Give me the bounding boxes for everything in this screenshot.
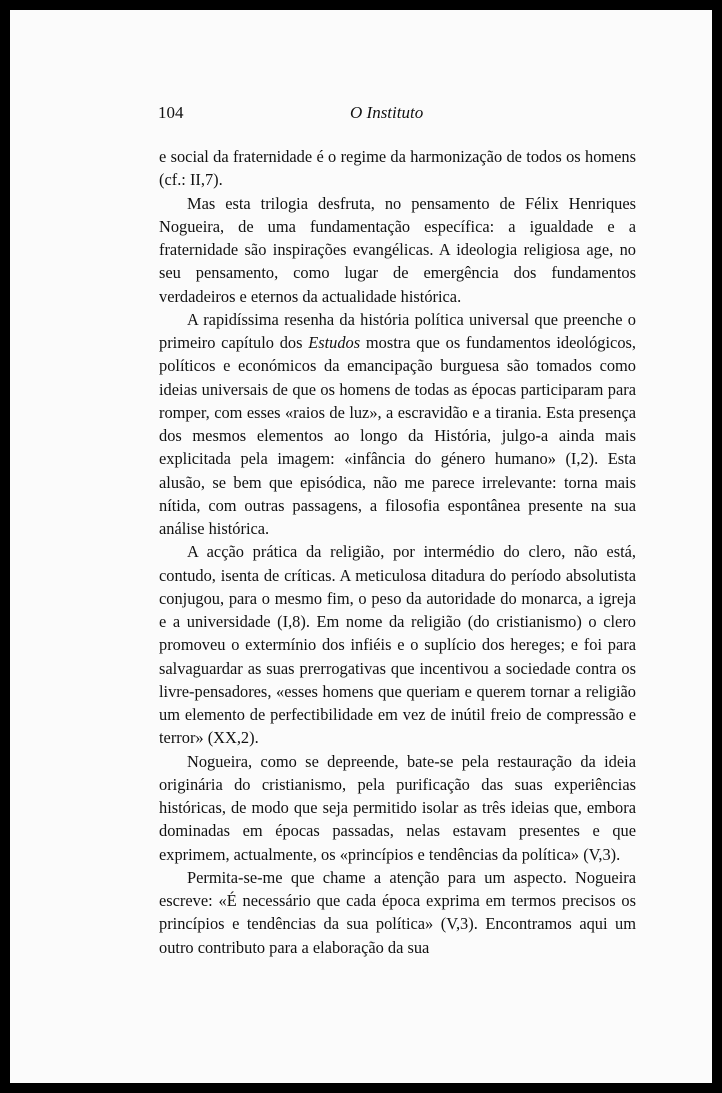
- paragraph-3: [159, 308, 636, 541]
- paragraph-1: e social da fraternidade é o regime da harmonização de todos os homens (cf.: II,7).: [159, 147, 636, 190]
- book-title-estudos: Estudos: [308, 333, 361, 352]
- running-head: O Instituto: [350, 103, 424, 122]
- page-header: [158, 103, 640, 129]
- paragraph-5: Nogueira, como se depreende, bate-se pela restauração da ideia originária do cristianismo, pela purificação das suas experiências históricas, de modo que seja permitido isolar as três ideias que, embora dominadas em épocas passadas, nelas estavam presentes e que exprimem, actualmente, os «princípios e tendências da política» (V,3).: [159, 751, 636, 864]
- body-text: [159, 145, 636, 959]
- page-number: 104: [158, 103, 184, 122]
- paragraph-3-before-title: A rapidíssima resenha da história política universal que preenche o primeiro capítulo dos: [159, 309, 636, 352]
- page: [10, 10, 712, 1083]
- paragraph-6: Permita-se-me que chame a atenção para um aspecto. Nogueira escreve: «É necessário que cada época exprima em termos precisos os princípios e tendências da sua política» (V,3). Encontramos aqui um outro contributo para a elaboração da sua: [159, 867, 636, 957]
- paragraph-3-after-title: mostra que os fundamentos ideológicos, políticos e económicos da emancipação burguesa são tomados como ideias universais de que os homens de todas as épocas participaram para romper, com esses «raios de luz», a escravidão e a tirania. Esta presença dos mesmos elementos ao longo da História, julgo-a ainda mais explicitada pela imagem: «infância do género humano» (I,2). Esta alusão, se bem que episódica, não me parece irrelevante: torna mais nítida, com outras passagens, a filosofia espontânea presente na sua análise histórica.: [159, 333, 636, 538]
- paragraph-2: Mas esta trilogia desfruta, no pensamento de Félix Henriques Nogueira, de uma fundamentação específica: a igualdade e a fraternidade são inspirações evangélicas. A ideologia religiosa age, no seu pensamento, como lugar de emergência dos fundamentos verdadeiros e eternos da actualidade histórica.: [159, 193, 636, 306]
- paragraph-4: A acção prática da religião, por intermédio do clero, não está, contudo, isenta de críticas. A meticulosa ditadura do período absolutista conjugou, para o mesmo fim, o peso da autoridade do monarca, a igreja e a universidade (I,8). Em nome da religião (do cristianismo) o clero promoveu o extermínio dos infiéis e o suplício dos hereges; e foi para salvaguardar as suas prerrogativas que incentivou a sociedade contra os livre-pensadores, «esses homens que queriam e querem tornar a religião um elemento de perfectibilidade em vez de inútil freio de compressão e terror» (XX,2).: [159, 542, 636, 748]
